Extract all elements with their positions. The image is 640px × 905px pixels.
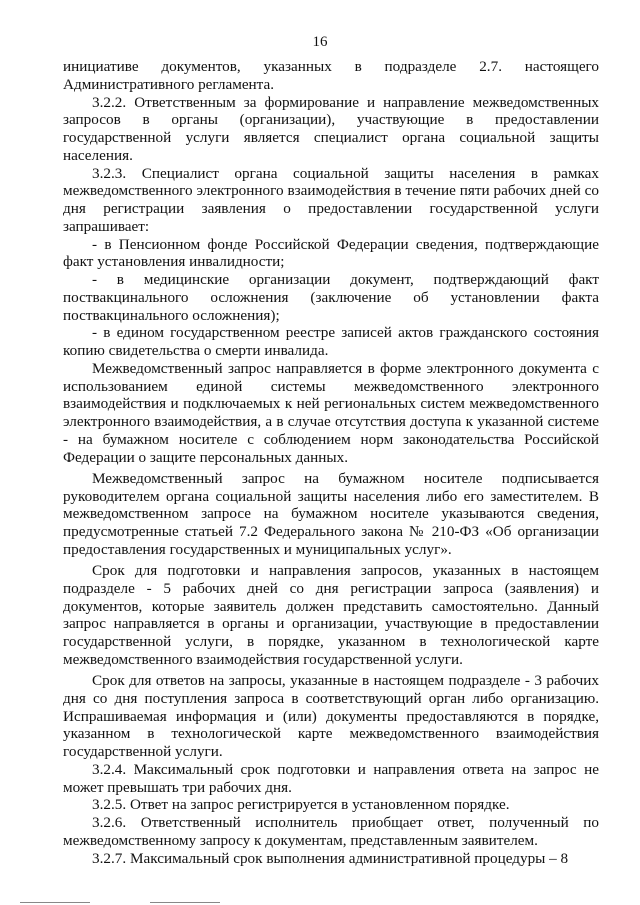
footer-rule-left — [20, 902, 90, 903]
page-number: 16 — [312, 34, 328, 50]
paragraph-3-2-6: 3.2.6. Ответственный исполнитель приобщает ответ, полученный по межведомственному запросу к документам, представленным заявителем. — [63, 814, 599, 849]
list-item-pension-fund: - в Пенсионном фонде Российской Федерации сведения, подтверждающие факт установления инвалидности; — [63, 235, 599, 271]
list-item-medical-organizations: - в медицинские организации документ, подтверждающий факт поствакцинального осложнения (заключение об установлении факта поствакцинального осложнения); — [63, 271, 599, 324]
document-body — [63, 58, 599, 867]
paragraph-3-2-2: 3.2.2. Ответственным за формирование и направление межведомственных запросов в органы (организации), участвующие в предоставлении государственной услуги является специалист органа социальной защиты населения. — [63, 93, 599, 164]
paragraph-3-2-7: 3.2.7. Максимальный срок выполнения административной процедуры – 8 — [92, 849, 569, 867]
footer-rule-middle — [150, 902, 220, 903]
paragraph-3-2-5: 3.2.5. Ответ на запрос регистрируется в установленном порядке. — [92, 796, 510, 814]
list-item-civil-registry: - в едином государственном реестре записей актов гражданского состояния копию свидетельства о смерти инвалида. — [63, 324, 599, 359]
paragraph-3-2-3: 3.2.3. Специалист органа социальной защиты населения в рамках межведомственного электронного взаимодействия в течение пяти рабочих дней со дня регистрации заявления о предоставлении государственной услуги запрашивает: — [63, 164, 599, 235]
paragraph-response-deadline: Срок для ответов на запросы, указанные в настоящем подразделе - 3 рабочих дня со дня поступления запроса в соответствующий орган либо организацию. Испрашиваемая информация и (или) документы предоставляются в порядке, указанном в технологической карте межведомственного взаимодействия государственной услуги. — [63, 672, 599, 760]
paragraph-electronic-request: Межведомственный запрос направляется в форме электронного документа с использованием единой системы межведомственного электронного взаимодействия и подключаемых к ней региональных систем межведомственного электронного взаимодействия, а в случае отсутствия доступа к указанной системе - на бумажном носителе с соблюдением норм законодательства Российской Федерации о защите персональных данных. — [63, 359, 599, 466]
paragraph-3-2-4: 3.2.4. Максимальный срок подготовки и направления ответа на запрос не может превышать три рабочих дня. — [63, 760, 599, 796]
paragraph-continuation: инициативе документов, указанных в подразделе 2.7. настоящего Административного регламента. — [63, 58, 599, 93]
paragraph-paper-request: Межведомственный запрос на бумажном носителе подписывается руководителем органа социальной защиты населения либо его заместителем. В межведомственном запросе на бумажном носителе указываются сведения, предусмотренные статьей 7.2 Федерального закона № 210-ФЗ «Об организации предоставления государственных и муниципальных услуг». — [63, 469, 599, 558]
paragraph-request-deadline: Срок для подготовки и направления запросов, указанных в настоящем подразделе - 5 рабочих дней со дня регистрации запроса (заявления) и документов, которые заявитель должен представить самостоятельно. Данный запрос направляется в органы и организации, участвующие в предоставлении государственной услуги, в порядке, указанном в технологической карте межведомственного взаимодействия государственной услуги. — [63, 562, 599, 668]
